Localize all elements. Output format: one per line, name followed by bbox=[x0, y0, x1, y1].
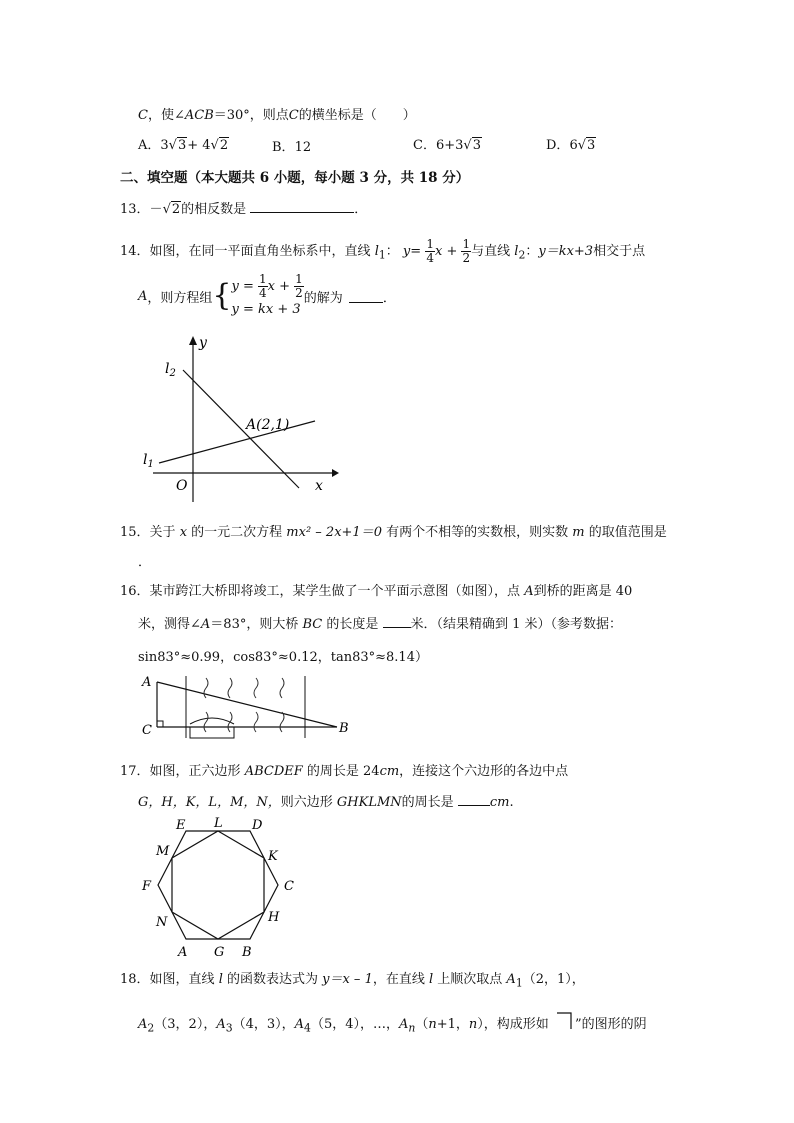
question-18-line-2: $A_2(3$，2），$A_3(4$，3），$A_4(5$，4），…，$A_n(n+1$，n），构成形如 ”的图形的阴 bbox=[138, 1010, 647, 1035]
q16-answer-blank[interactable] bbox=[383, 615, 411, 628]
label-n: N bbox=[156, 915, 168, 930]
question-16-line-2: 米，测得∠A＝83°，则大桥 BC 的长度是 米．（结果精确到 1 米）（参考数据： bbox=[138, 617, 623, 632]
label-d: D bbox=[252, 818, 263, 833]
system-brace: { bbox=[212, 278, 232, 313]
question-17-line-2: G，H，K，L，M，N，则六边形 GHKLMN的周长是 cm. bbox=[138, 795, 514, 810]
label-l: L bbox=[214, 816, 223, 831]
q17-hexagon-figure bbox=[138, 812, 302, 960]
question-13: 13．－√2的相反数是 ． bbox=[120, 202, 368, 217]
label-a: A bbox=[142, 675, 152, 690]
q14-fraction-1-2: $\frac{1}{2}$ bbox=[462, 237, 471, 265]
label-origin: O bbox=[176, 478, 188, 494]
label-b: B bbox=[339, 721, 349, 736]
equation-system: y = $\frac{1}{4}$ x + $\frac{1}{2}$ y = kx + 3 bbox=[231, 271, 303, 317]
question-17-line-1: 17．如图，正六边形 ABCDEF 的周长是 24cm，连接这个六边形的各边中点 bbox=[120, 764, 569, 779]
label-m: M bbox=[156, 844, 170, 859]
question-15: 15．关于 x 的一元二次方程 mx² – 2x+1＝0 有两个不相等的实数根，则实数 m 的取值范围是 bbox=[120, 525, 667, 540]
q12-option-a: A．3√3+ 4√2 bbox=[138, 138, 229, 153]
q17-answer-blank[interactable] bbox=[458, 793, 490, 806]
arch bbox=[190, 718, 234, 724]
q12-option-b: B．12 bbox=[272, 140, 312, 155]
question-16-line-1: 16．某市跨江大桥即将竣工，某学生做了一个平面示意图（如图），点 A到桥的距离是 40 bbox=[120, 584, 633, 599]
water-waves bbox=[204, 678, 284, 732]
corner-shape-icon bbox=[553, 1010, 575, 1030]
question-18-line-1: 18．如图，直线 l 的函数表达式为 y＝x – 1，在直线 l 上顺次取点 $A_1(2$，1）， bbox=[120, 972, 585, 990]
q12-stem-continuation: C，使∠ACB＝30°，则点C的横坐标是（ ） bbox=[138, 108, 416, 123]
label-l2: $l_2$ bbox=[165, 361, 176, 379]
right-angle-mark bbox=[157, 721, 163, 727]
label-y: y bbox=[199, 335, 207, 351]
label-point-a: A(2,1) bbox=[246, 417, 290, 433]
label-g: G bbox=[214, 945, 225, 960]
question-14-line-1: 14．如图，在同一平面直角坐标系中，直线 $l_1$： y= $\frac{1}{4}$ x + $\frac{1}{2}$ 与直线 $l_2$：y＝kx+3相交于点 bbox=[120, 237, 646, 265]
question-14-line-2: A ，则方程组 { y = $\frac{1}{4}$ x + $\frac{1}{2}$ y = kx + 3 的解为 ． bbox=[138, 272, 396, 320]
q14-coordinate-figure bbox=[135, 332, 340, 504]
line-ab bbox=[157, 682, 337, 727]
y-axis-arrow bbox=[189, 336, 197, 345]
label-a: A bbox=[178, 945, 188, 960]
question-16-line-3: sin83°≈0.99，cos83°≈0.12，tan83°≈8.14） bbox=[138, 650, 428, 665]
label-e: E bbox=[176, 818, 186, 833]
q14-answer-blank[interactable] bbox=[349, 290, 383, 303]
q16-bridge-figure bbox=[138, 670, 353, 742]
pier-outline bbox=[190, 727, 234, 738]
hexagon-abcdef bbox=[158, 831, 278, 939]
q14-fraction-1-4: $\frac{1}{4}$ bbox=[426, 237, 434, 265]
label-c: C bbox=[142, 723, 152, 738]
q13-answer-blank[interactable] bbox=[250, 200, 354, 213]
label-h: H bbox=[268, 910, 280, 925]
section-title-fill-in: 二、填空题（本大题共 6 小题，每小题 3 分，共 18 分） bbox=[120, 170, 470, 186]
label-f: F bbox=[142, 879, 152, 894]
q12-option-c: C．6+3√3 bbox=[413, 138, 481, 153]
line-l1 bbox=[159, 421, 315, 463]
label-l1: $l_1$ bbox=[143, 452, 154, 470]
label-c: C bbox=[284, 879, 294, 894]
label-x: x bbox=[315, 478, 323, 494]
x-axis-arrow bbox=[332, 469, 339, 477]
label-k: K bbox=[268, 849, 278, 864]
q15-answer-end[interactable]: ． bbox=[138, 555, 152, 570]
label-b: B bbox=[242, 945, 252, 960]
hexagon-ghklmn bbox=[172, 831, 264, 939]
q12-option-d: D．6√3 bbox=[546, 138, 596, 153]
